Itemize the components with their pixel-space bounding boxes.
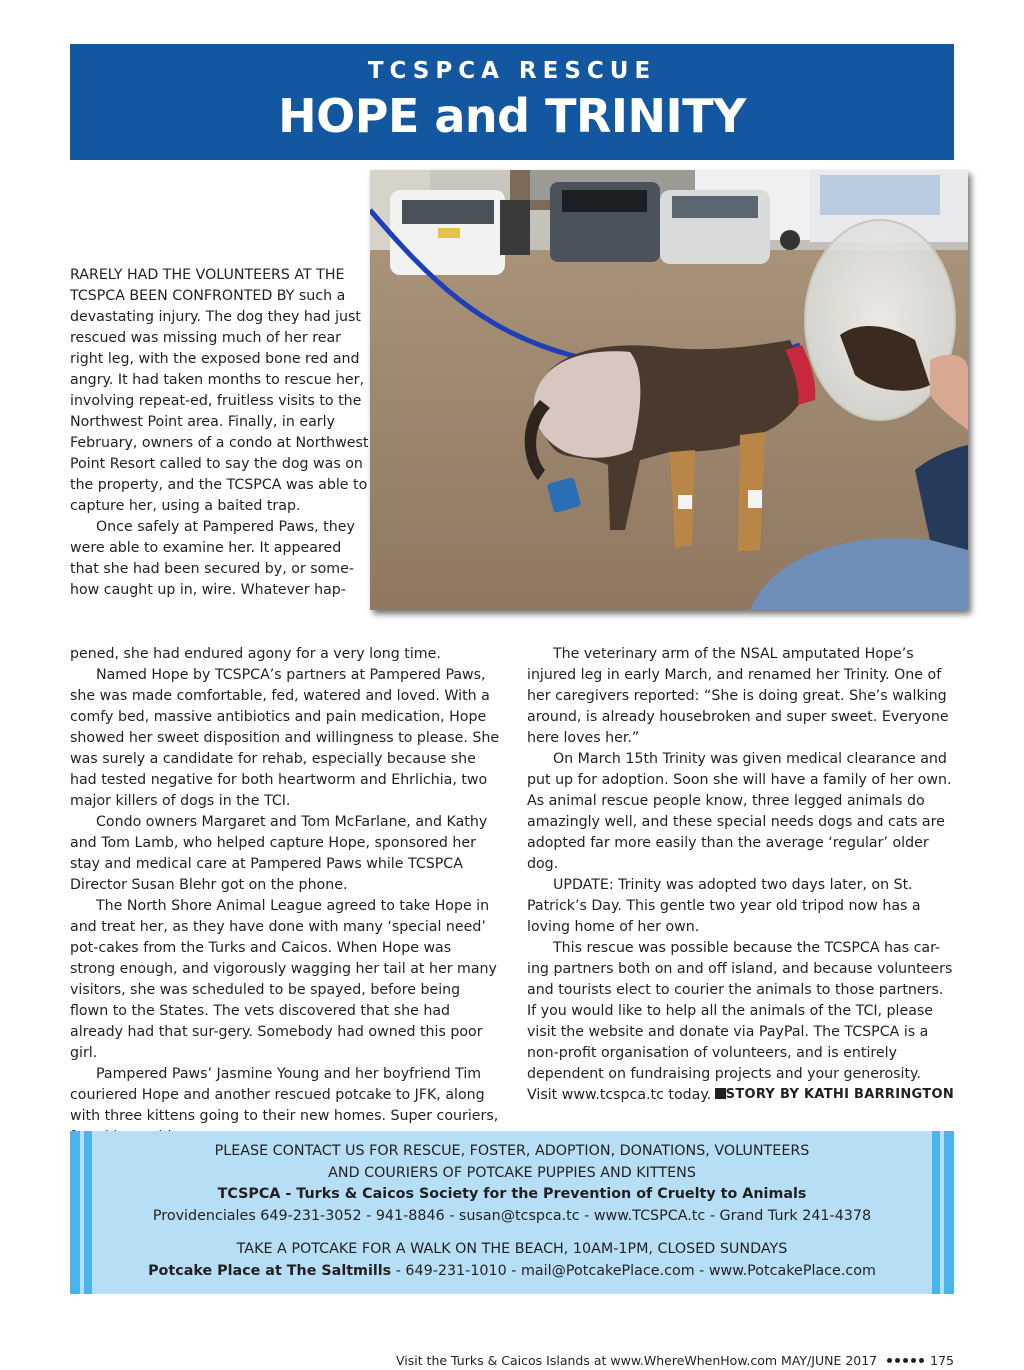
potcake-place-details: - 649-231-1010 - mail@PotcakePlace.com - www.PotcakePlace.com: [391, 1262, 876, 1279]
decorative-stripe: [944, 1131, 954, 1294]
article-column-right: [527, 644, 954, 1106]
dots-icon: [887, 1358, 924, 1363]
decorative-stripe: [932, 1131, 940, 1294]
section-kicker: TCSPCA RESCUE: [367, 58, 657, 84]
paragraph: pened, she had endured agony for a very long time.: [70, 646, 441, 662]
article-column-left-bottom: [70, 644, 500, 1148]
paragraph: The North Shore Animal League agreed to take Hope in and treat her, as they have done with many ‘special need’ pot-cakes from the Turks and Caicos. When Hope was strong enough, and vigorously wagging her tail at her many visitors, she was scheduled to be spayed, before being flown to the States. The vets discovered that she had already had that sur-gery. Somebody had owned this poor girl.: [70, 898, 497, 1061]
dog-photo: [370, 170, 968, 610]
article-column-left-top: [70, 265, 370, 601]
contact-text: [100, 1141, 924, 1282]
page-number: 175: [930, 1353, 954, 1368]
footer-text: Visit the Turks & Caicos Islands at www.WhereWhenHow.com MAY/JUNE 2017: [395, 1353, 878, 1368]
contact-line: AND COURIERS OF POTCAKE PUPPIES AND KITTENS: [328, 1164, 696, 1181]
dog-photo-icon: [370, 170, 968, 610]
paragraph: Named Hope by TCSPCA’s partners at Pampered Paws, she was made comfortable, fed, watered and loved. With a comfy bed, massive antibiotics and pain medication, Hope showed her sweet disposition and willingness to please. She was surely a candidate for rehab, especially because she had tested negative for both heartworm and Ehrlichia, two major killers of dogs in the TCI.: [70, 667, 500, 809]
paragraph: UPDATE: Trinity was adopted two days later, on St. Patrick’s Day. This gentle two year old tripod now has a loving home of her own.: [527, 877, 921, 935]
potcake-place-name: Potcake Place at The Saltmills: [148, 1262, 392, 1279]
walk-notice: TAKE A POTCAKE FOR A WALK ON THE BEACH, 10AM-1PM, CLOSED SUNDAYS: [236, 1241, 788, 1257]
decorative-stripe: [84, 1131, 92, 1294]
paragraph: Pampered Paws’ Jasmine Young and her boyfriend Tim couriered Hope and another rescued potcake to JFK, along with three kittens going to their new homes. Super couriers,: [70, 1066, 499, 1124]
contact-line: PLEASE CONTACT US FOR RESCUE, FOSTER, ADOPTION, DONATIONS, VOLUNTEERS: [214, 1143, 810, 1159]
paragraph-text: This rescue was possible because the TCSPCA has car-ing partners both on and off island, and because volunteers and tourists elect to courier the animals to those partners. If you would like to help all the animals of the TCI, please visit the website and donate via PayPal. The TCSPCA is a non-profit organisation of volunteers, and is entirely dependent on fundraising projects and your generosity. Visit www.tcspca.tc today.: [527, 940, 953, 1103]
paragraph: RARELY HAD THE VOLUNTEERS AT THE TCSPCA BEEN CONFRONTED BY such a devastating injury. The dog they had just rescued was missing much of her rear right leg, with the exposed bone red and angry. It had taken months to rescue her, involving repeat-ed, fruitless visits to the Northwest Point area. Finally, in early February, owners of a condo at Northwest Point Resort called to say the dog was on the property, and the TCSPCA was able to capture her, using a baited trap.: [70, 267, 369, 514]
byline: STORY BY KATHI BARRINGTON: [725, 1087, 954, 1102]
title-banner: [70, 44, 954, 160]
paragraph: Condo owners Margaret and Tom McFarlane, and Kathy and Tom Lamb, who helped capture Hope, sponsored her stay and medical care at Pampered Paws while TCSPCA Director Susan Blehr got on the phone.: [70, 814, 488, 893]
page-footer: [396, 1353, 954, 1368]
contact-box: [70, 1131, 954, 1294]
org-name: TCSPCA - Turks & Caicos Society for the Prevention of Cruelty to Animals: [217, 1186, 807, 1202]
contact-details: Providenciales 649-231-3052 - 941-8846 - susan@tcspca.tc - www.TCSPCA.tc - Grand Turk 241-4378: [152, 1207, 872, 1224]
decorative-stripe: [70, 1131, 80, 1294]
paragraph: On March 15th Trinity was given medical clearance and put up for adoption. Soon she will have a family of her own. As animal rescue people know, three legged animals do amazingly well, and these special needs dogs and cats are adopted far more easily than the average ‘regular’ older dog.: [527, 751, 952, 872]
potcake-place-line: [100, 1261, 924, 1283]
paragraph: Once safely at Pampered Paws, they were able to examine her. It appeared that she had been secured by, or some-how caught up in, wire. Whatever hap-: [70, 519, 355, 598]
paragraph: The veterinary arm of the NSAL amputated Hope’s injured leg in early March, and renamed her Trinity. One of her caregivers reported: “She is doing great. She’s walking around, is already housebroken and super sweet. Everyone here loves her.”: [527, 646, 949, 746]
paragraph: [527, 938, 954, 1106]
article-headline: HOPE and TRINITY: [278, 89, 746, 143]
